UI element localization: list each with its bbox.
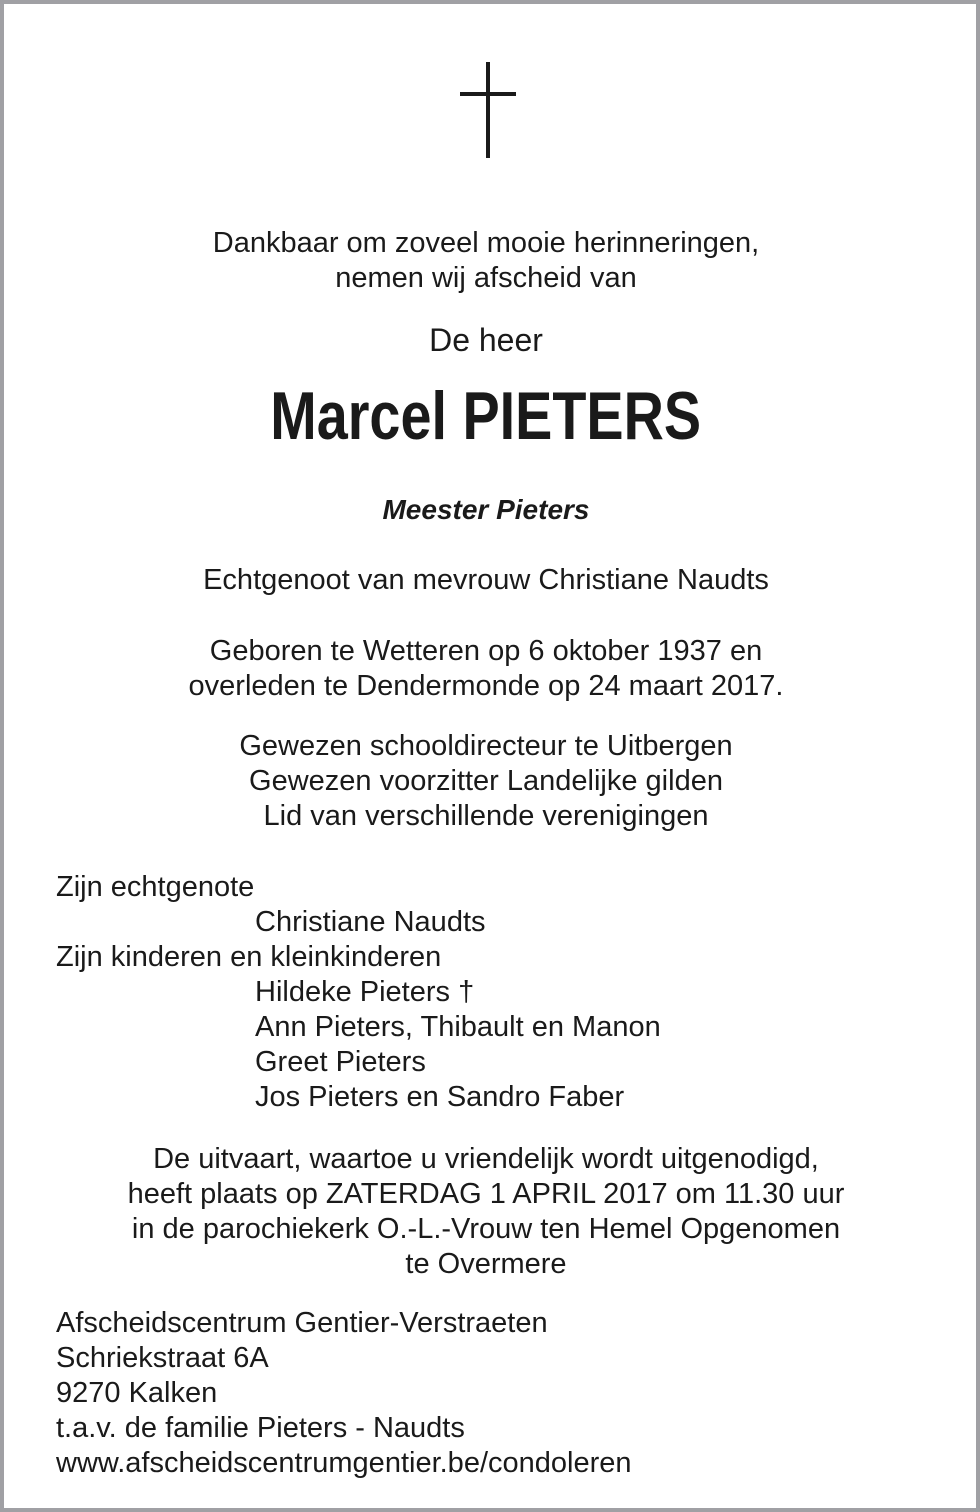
role-line: Gewezen schooldirecteur te Uitbergen	[239, 730, 733, 762]
funeral-line: in de parochiekerk O.-L.-Vrouw ten Hemel Opgenomen	[131, 1213, 841, 1245]
funeral-line: heeft plaats op ZATERDAG 1 APRIL 2017 om 11.30 uur	[127, 1178, 845, 1210]
roles	[0, 729, 976, 834]
family-line: Ann Pieters, Thibault en Manon	[255, 1011, 661, 1043]
family-line: Jos Pieters en Sandro Faber	[255, 1081, 625, 1113]
role-line: Lid van verschillende verenigingen	[263, 800, 709, 832]
family-line: Christiane Naudts	[255, 906, 486, 938]
nickname: Meester Pieters	[382, 494, 590, 525]
life-line: overleden te Dendermonde op 24 maart 2017.	[188, 670, 784, 702]
deceased-name	[0, 378, 976, 454]
cross-icon	[486, 62, 490, 158]
family-line: Greet Pieters	[255, 1046, 426, 1078]
address-line: Afscheidscentrum Gentier-Verstraeten	[56, 1307, 548, 1339]
address-line: 9270 Kalken	[56, 1377, 218, 1409]
family-line: Zijn echtgenote	[56, 871, 255, 903]
role-line: Gewezen voorzitter Landelijke gilden	[249, 765, 723, 797]
condolence-url: www.afscheidscentrumgentier.be/condoleren	[56, 1447, 632, 1479]
address-line: t.a.v. de familie Pieters - Naudts	[56, 1412, 465, 1444]
intro-line: nemen wij afscheid van	[335, 262, 637, 294]
funeral-info	[0, 1142, 976, 1282]
address-line: Schriekstraat 6A	[56, 1342, 269, 1374]
life-line: Geboren te Wetteren op 6 oktober 1937 en	[209, 635, 763, 667]
life-dates	[0, 634, 976, 704]
intro	[0, 226, 976, 296]
intro-line: Dankbaar om zoveel mooie herinneringen,	[212, 227, 760, 259]
address-block	[56, 1306, 632, 1481]
family-line: Hildeke Pieters †	[255, 976, 475, 1008]
funeral-line: te Overmere	[405, 1248, 567, 1280]
salutation: De heer	[429, 322, 543, 358]
funeral-line: De uitvaart, waartoe u vriendelijk wordt uitgenodigd,	[153, 1143, 819, 1175]
family-line: Zijn kinderen en kleinkinderen	[56, 941, 442, 973]
spouse-line: Echtgenoot van mevrouw Christiane Naudts	[203, 564, 769, 596]
family-list	[56, 870, 661, 1115]
deceased-name-text: Marcel PIETERS	[270, 378, 702, 454]
